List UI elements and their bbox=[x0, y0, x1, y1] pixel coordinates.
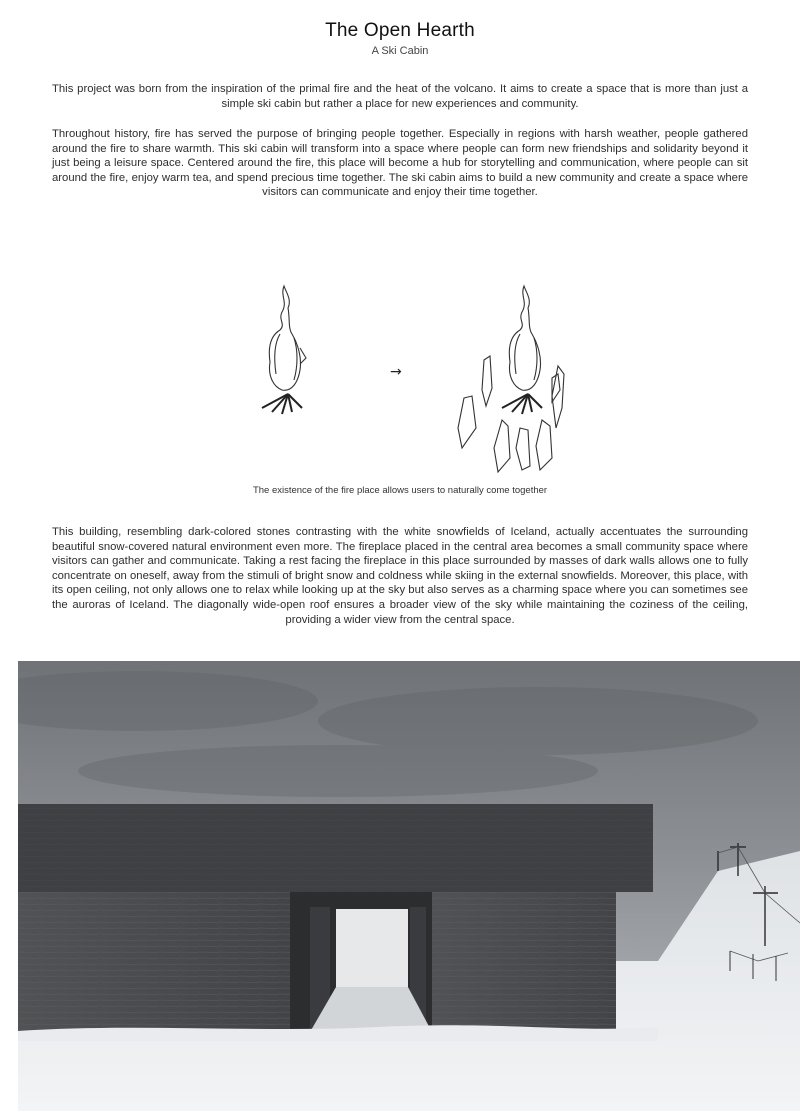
gathered-fire-sketch bbox=[458, 286, 564, 472]
sketch-caption: The existence of the fire place allows users to naturally come together bbox=[252, 485, 548, 496]
fire-gathering-sketch bbox=[240, 278, 580, 478]
intro-paragraph-2: Throughout history, fire has served the purpose of bringing people together. Especially in regions with harsh weather, people gathered around the fire to share warmth. This ski cabin will transform into a space where people can form new friendships and solidarity beyond it just being a leisure space. Centered around the fire, this place will become a hub for storytelling and communication, where people can sit around the fire, enjoy warm tea, and spend precious time together. The ski cabin aims to build a new community and create a space where visitors can communicate and enjoy their time together. bbox=[52, 128, 748, 199]
page-title: The Open Hearth bbox=[325, 20, 475, 41]
description-paragraph: This building, resembling dark-colored stones contrasting with the white snowfields of Iceland, actually accentuates the surrounding beautiful snow-covered natural environment even more. The fireplace placed in the central area becomes a small community space where visitors can gather and communicate. Taking a rest facing the fireplace in this place surrounded by masses of dark walls allows one to fully concentrate on oneself, away from the stimuli of bright snow and coldness while skiing in the external snowfields. Moreover, this place, with its open ceiling, not only allows one to relax while looking up at the sky but also serves as a charming space where you can sometimes see the auroras of Iceland. The diagonally wide-open roof ensures a broader view of the sky while maintaining the coziness of the ceiling, providing a wider view from the central space. bbox=[52, 526, 748, 626]
passage-opening bbox=[336, 909, 408, 987]
page-subtitle: A Ski Cabin bbox=[371, 45, 429, 57]
single-fire-sketch bbox=[262, 286, 306, 414]
arrow-icon: → bbox=[390, 364, 402, 380]
cabin-render-image bbox=[18, 661, 800, 1111]
intro-paragraph-1: This project was born from the inspiration of the primal fire and the heat of the volcano. It aims to create a space that is more than just a simple ski cabin but rather a place for new experiences and community. bbox=[52, 83, 748, 110]
